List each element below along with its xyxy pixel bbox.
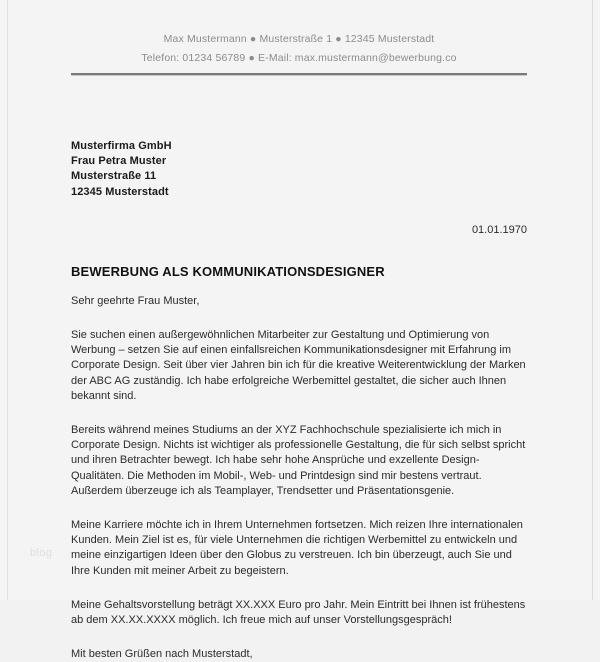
recipient-company: Musterfirma GmbH — [71, 140, 172, 152]
letter-subject: BEWERBUNG ALS KOMMUNIKATIONSDESIGNER — [71, 264, 385, 279]
letterhead-address-line: Max Mustermann ● Musterstraße 1 ● 12345 Musterstadt — [163, 33, 435, 45]
body-paragraph-1: Sie suchen einen außergewöhnlichen Mitarbeiter zur Gestaltung und Optimierung von Werbung – setzen Sie auf einen einfallsreichen Kommunikationsdesigner mit Erfahrung im Corporate Design. Seit über vier Jahren bin ich für die kreative Weiterentwicklung der Marken der ABC AG zuständig. Ich habe erfolgreiche Werbemittel gestaltet, die sicher auch Ihnen bekannt sind. — [71, 329, 526, 402]
recipient-address-block — [71, 139, 172, 200]
recipient-city: 12345 Musterstadt — [71, 185, 169, 198]
header-divider-rule — [71, 73, 527, 76]
page-border-left — [7, 0, 8, 600]
salutation: Sehr geehrte Frau Muster, — [71, 295, 200, 307]
body-paragraph-2: Bereits während meines Studiums an der XYZ Fachhochschule spezialisierte ich mich in Corporate Design. Nichts ist wichtiger als professionelle Gestaltung, die für sich selbst spricht und ihren Betrachter bewegt. Ich habe sehr hohe Ansprüche und exzellente Design-Qualitäten. Die Methoden im Mobil-, Web- und Printdesign sind mir bestens vertraut. Außerdem überzeuge ich als Teamplayer, Trendsetter und Präsentationsgenie. — [71, 424, 526, 497]
letter-date: 01.01.1970 — [471, 224, 527, 236]
recipient-person: Frau Petra Muster — [71, 155, 167, 168]
blog-watermark: blog — [30, 547, 53, 559]
closing-line: Mit besten Grüßen nach Musterstadt, — [71, 648, 253, 661]
body-paragraph-4: Meine Gehaltsvorstellung beträgt XX.XXX Euro pro Jahr. Mein Eintritt bei Ihnen ist frühestens ab dem XX.XX.XXXX möglich. Ich freue mich auf unser Vorstellungsgespräch! — [71, 598, 526, 627]
page-border-right — [592, 0, 593, 600]
letterhead-contact-line: Telefon: 01234 56789 ● E-Mail: max.mustermann@bewerbung.co — [141, 52, 457, 64]
letter-body — [71, 294, 531, 662]
letterhead — [71, 30, 527, 68]
body-paragraph-3: Meine Karriere möchte ich in Ihrem Unternehmen fortsetzen. Mich reizen Ihre internationalen Kunden. Mein Ziel ist es, für viele Unternehmen die richtigen Werbemittel zu entwickeln und meine einzigartigen Ideen über den Globus zu verstreuen. Ich bin überzeugt, auch Sie und Ihre Kunden mit meiner Arbeit zu begeistern. — [71, 519, 523, 577]
recipient-street: Musterstraße 11 — [71, 170, 157, 183]
